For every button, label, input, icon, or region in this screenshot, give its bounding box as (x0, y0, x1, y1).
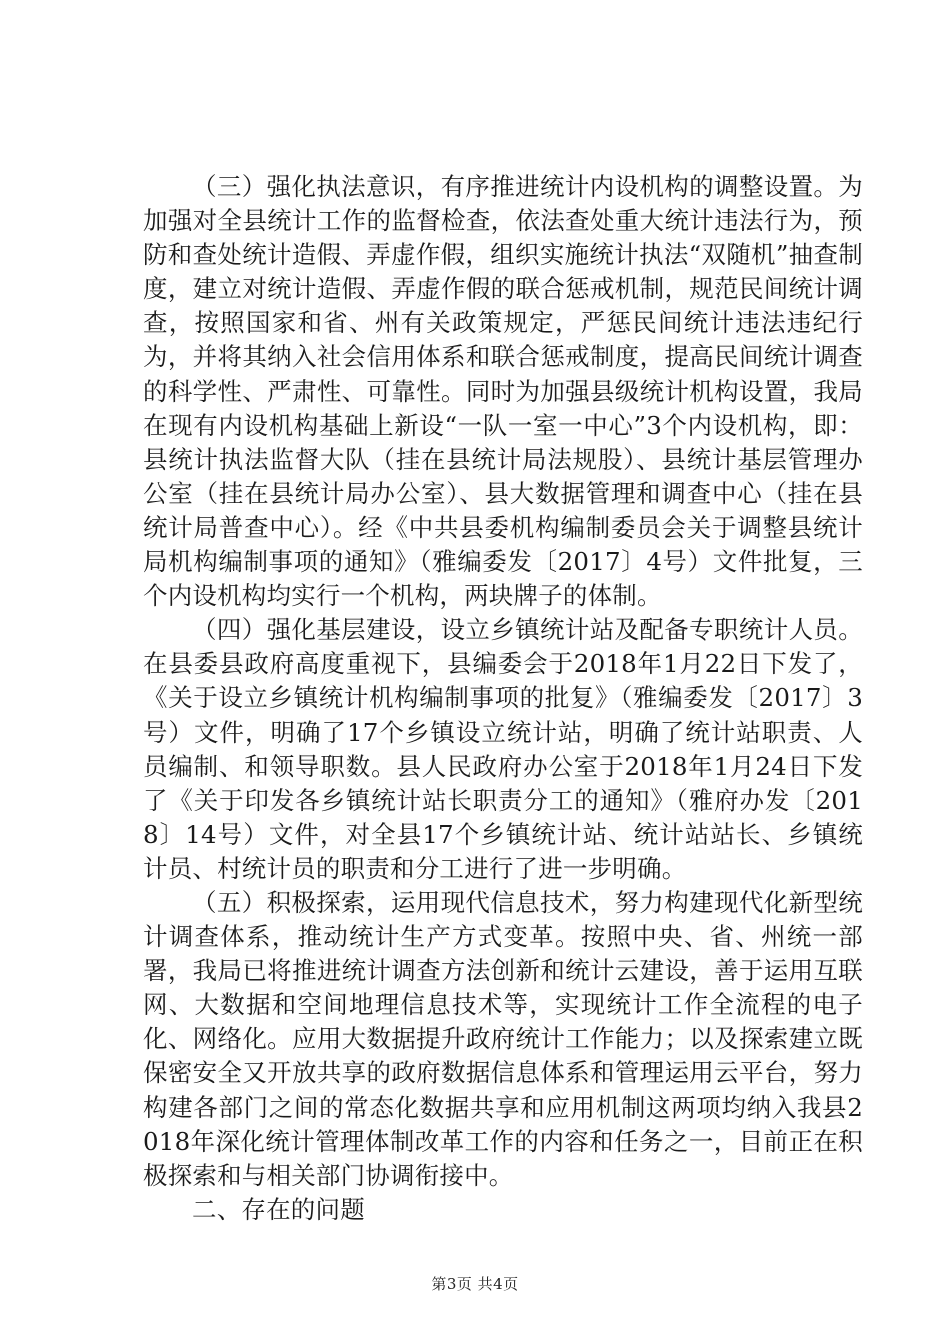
document-body (143, 170, 863, 1227)
section-heading-existing-problems: 二、存在的问题 (192, 1194, 365, 1224)
paragraph-strengthen-enforcement: （三）强化执法意识，有序推进统计内设机构的调整设置。为加强对全县统计工作的监督检查，依法查处重大统计违法行为，预防和查处统计造假、弄虚作假，组织实施统计执法“双随机”抽查制度，建立对统计造假、弄虚作假的联合惩戒机制，规范民间统计调查，按照国家和省、州有关政策规定，严惩民间统计违法违纪行为，并将其纳入社会信用体系和联合惩戒制度，提高民间统计调查的科学性、严肃性、可靠性。同时为加强县级统计机构设置，我局在现有内设机构基础上新设“一队一室一中心”3个内设机构，即：县统计执法监督大队（挂在县统计局法规股）、县统计基层管理办公室（挂在县统计局办公室）、县大数据管理和调查中心（挂在县统计局普查中心）。经《中共县委机构编制委员会关于调整县统计局机构编制事项的通知》（雅编委发〔2017〕4号）文件批复，三个内设机构均实行一个机构，两块牌子的体制。 (143, 172, 863, 611)
paragraph-grassroots-construction: （四）强化基层建设，设立乡镇统计站及配备专职统计人员。在县委县政府高度重视下，县编委会于2018年1月22日下发了，《关于设立乡镇统计机构编制事项的批复》（雅编委发〔2017〕3号）文件，明确了17个乡镇设立统计站，明确了统计站职责、人员编制、和领导职数。县人民政府办公室于2018年1月24日下发了《关于印发各乡镇统计站长职责分工的通知》（雅府办发〔2018〕14号）文件，对全县17个乡镇统计站、统计站站长、乡镇统计员、村统计员的职责和分工进行了进一步明确。 (143, 615, 863, 883)
page-number-footer: 第3页 共4页 (431, 1275, 519, 1293)
paragraph-modern-information-technology: （五）积极探索，运用现代信息技术，努力构建现代化新型统计调查体系，推动统计生产方式变革。按照中央、省、州统一部署，我局已将推进统计调查方法创新和统计云建设，善于运用互联网、大数据和空间地理信息技术等，实现统计工作全流程的电子化、网络化。应用大数据提升政府统计工作能力；以及探索建立既保密安全又开放共享的政府数据信息体系和管理运用云平台，努力构建各部门之间的常态化数据共享和应用机制这两项均纳入我县2018年深化统计管理体制改革工作的内容和任务之一，目前正在积极探索和与相关部门协调衔接中。 (143, 887, 863, 1190)
